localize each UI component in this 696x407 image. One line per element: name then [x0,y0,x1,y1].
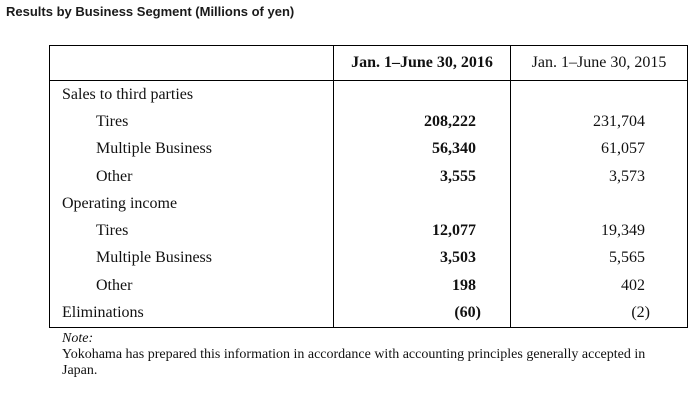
value-2015: (2) [511,299,688,327]
footnote [62,331,682,379]
value-2016 [334,81,511,109]
table-row [50,245,688,272]
value-2015: 19,349 [511,217,688,244]
value-2016: 56,340 [334,136,511,163]
row-label: Other [50,163,334,190]
value-2016 [334,190,511,217]
row-label: Sales to third parties [50,81,334,109]
segment-results-table [49,45,688,328]
row-label: Other [50,272,334,299]
table-row [50,136,688,163]
value-2016: 12,077 [334,217,511,244]
row-label: Operating income [50,190,334,217]
table-row [50,217,688,244]
footnote-title: Note: [62,331,94,346]
column-header-2015: Jan. 1–June 30, 2015 [511,46,688,81]
footnote-text: Yokohama has prepared this information in accordance with accounting principles generally accepted in Japan. [62,347,646,378]
row-label: Multiple Business [50,245,334,272]
value-2015: 3,573 [511,163,688,190]
column-header-label [50,46,334,81]
row-label: Tires [50,217,334,244]
value-2016: (60) [334,299,511,327]
table-row [50,108,688,135]
value-2015: 231,704 [511,108,688,135]
row-label: Tires [50,108,334,135]
table-row [50,81,688,109]
value-2015: 402 [511,272,688,299]
value-2016: 3,555 [334,163,511,190]
value-2015: 61,057 [511,136,688,163]
table-row [50,272,688,299]
value-2015 [511,190,688,217]
value-2015: 5,565 [511,245,688,272]
value-2015 [511,81,688,109]
row-label: Eliminations [50,299,334,327]
row-label: Multiple Business [50,136,334,163]
table-row [50,190,688,217]
value-2016: 3,503 [334,245,511,272]
table-row [50,299,688,327]
value-2016: 208,222 [334,108,511,135]
column-header-2016: Jan. 1–June 30, 2016 [334,46,511,81]
page-title: Results by Business Segment (Millions of yen) [6,4,295,19]
value-2016: 198 [334,272,511,299]
table-row [50,163,688,190]
table-header-row [50,46,688,81]
